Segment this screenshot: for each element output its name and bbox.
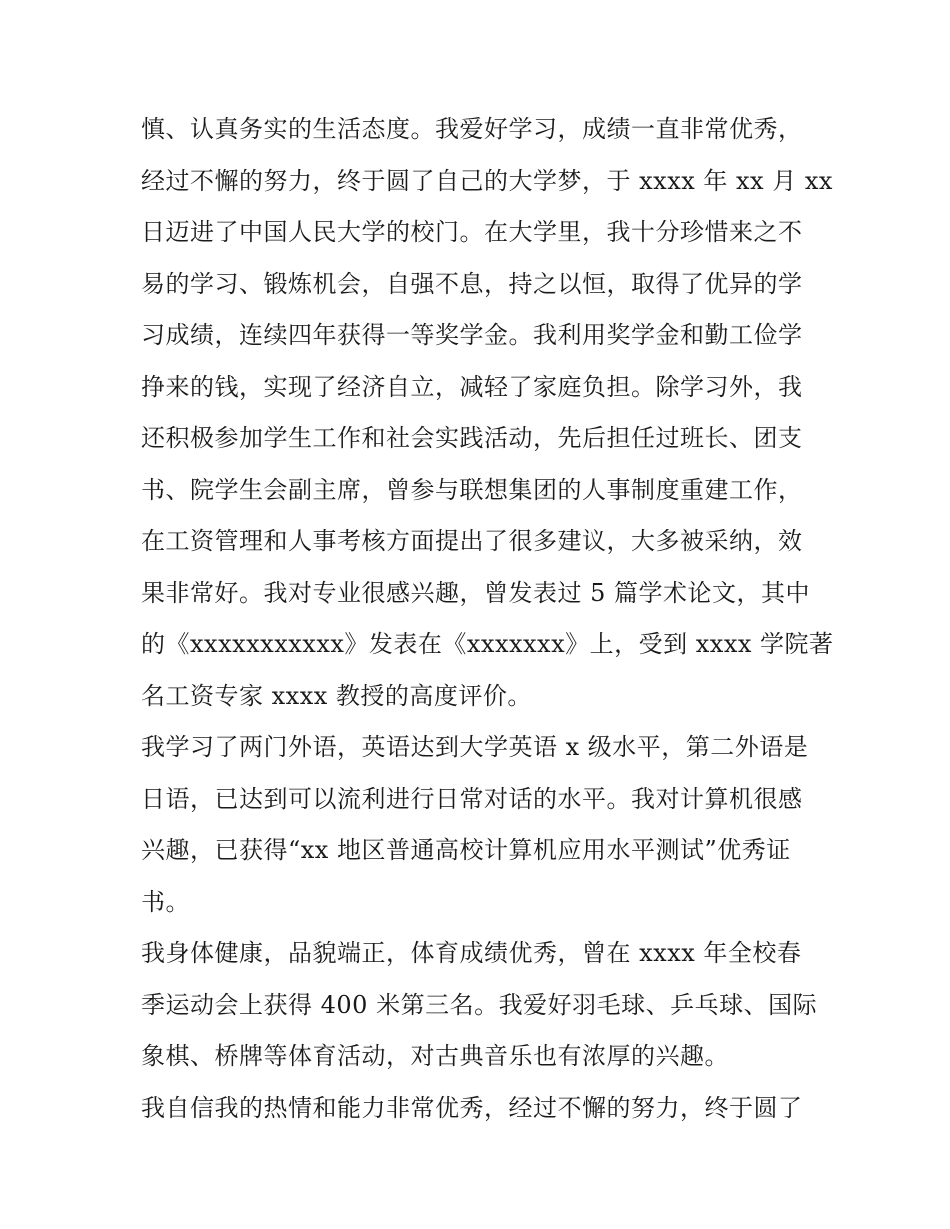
text-line: 易的学习、锻炼机会，自强不息，持之以恒，取得了优异的学 bbox=[141, 269, 803, 298]
text-line: 的《xxxxxxxxxxx》发表在《xxxxxxx》上，受到 xxxx 学院著 bbox=[141, 630, 834, 658]
text-line: 慎、认真务实的生活态度。我爱好学习，成绩一直非常优秀， bbox=[141, 115, 803, 143]
text-line: 名工资专家 xxxx 教授的高度评价。 bbox=[141, 681, 532, 710]
text-line: 日语，已达到可以流利进行日常对话的水平。我对计算机很感 bbox=[141, 784, 803, 813]
text-line: 我身体健康，品貌端正，体育成绩优秀，曾在 xxxx 年全校春 bbox=[141, 939, 802, 967]
text-line: 书、院学生会副主席，曾参与联想集团的人事制度重建工作， bbox=[141, 475, 803, 504]
text-line: 经过不懈的努力，终于圆了自己的大学梦，于 xxxx 年 xx 月 xx bbox=[141, 166, 833, 195]
text-line: 兴趣，已获得“xx 地区普通高校计算机应用水平测试”优秀证 bbox=[141, 836, 791, 864]
paragraph-3 bbox=[141, 928, 818, 1083]
paragraph-4 bbox=[141, 1083, 813, 1135]
text-line: 我学习了两门外语，英语达到大学英语 x 级水平，第二外语是 bbox=[141, 733, 809, 761]
paragraph-2 bbox=[141, 722, 813, 928]
text-line: 在工资管理和人事考核方面提出了很多建议，大多被采纳，效 bbox=[141, 527, 803, 555]
text-line: 挣来的钱，实现了经济自立，减轻了家庭负担。除学习外，我 bbox=[141, 372, 803, 401]
text-line: 书。 bbox=[141, 887, 190, 916]
text-line: 果非常好。我对专业很感兴趣，曾发表过 5 篇学术论文，其中 bbox=[141, 578, 811, 607]
text-line: 还积极参加学生工作和社会实践活动，先后担任过班长、团支 bbox=[141, 424, 803, 452]
text-line: 季运动会上获得 400 米第三名。我爱好羽毛球、乒乓球、国际 bbox=[141, 990, 818, 1019]
document-body bbox=[141, 104, 834, 1134]
text-line: 我自信我的热情和能力非常优秀，经过不懈的努力，终于圆了 bbox=[141, 1093, 803, 1122]
text-line: 象棋、桥牌等体育活动，对古典音乐也有浓厚的兴趣。 bbox=[141, 1042, 729, 1070]
text-line: 习成绩，连续四年获得一等奖学金。我利用奖学金和勤工俭学 bbox=[141, 321, 803, 349]
text-line: 日迈进了中国人民大学的校门。在大学里，我十分珍惜来之不 bbox=[141, 218, 803, 246]
paragraph-1 bbox=[141, 104, 834, 722]
